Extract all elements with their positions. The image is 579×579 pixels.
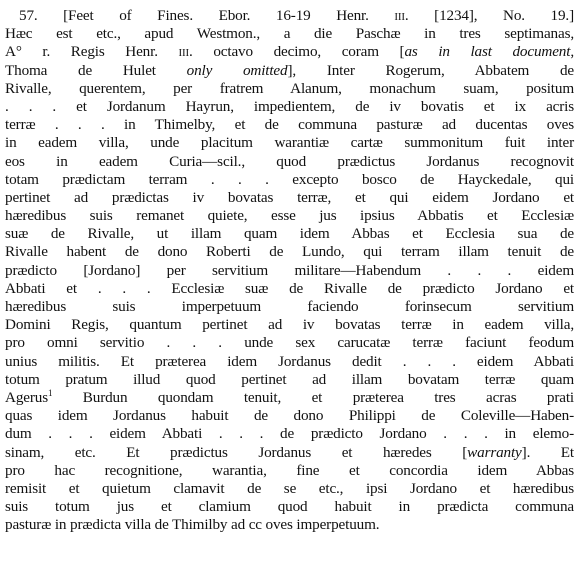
text-line bbox=[5, 280, 574, 298]
text-line bbox=[5, 207, 574, 225]
text-segment: pro omni servitio . . . unde sex carucatæ terræ faciunt feodum bbox=[5, 334, 574, 352]
text-segment: . [1234], No. 19.] bbox=[404, 7, 574, 24]
text-line bbox=[5, 189, 574, 207]
text-segment: Thoma de Hulet bbox=[5, 61, 187, 79]
text-segment: Rivalle habent de dono Roberti de Lundo, qui terram illam tenuit de bbox=[5, 243, 574, 261]
text-line bbox=[5, 371, 574, 389]
text-segment: dum . . . eidem Abbati . . . de prædicto Jordano . . . in elemo- bbox=[5, 425, 574, 443]
text-segment: ]. Et bbox=[521, 443, 574, 461]
regnal-numeral: iii bbox=[178, 43, 190, 61]
document-heading-line bbox=[5, 7, 574, 25]
text-line bbox=[5, 116, 574, 134]
text-segment: A° r. Regis Henr. bbox=[5, 43, 179, 61]
text-segment: . octavo decimo, coram [ bbox=[189, 43, 405, 61]
editorial-note: as in last document bbox=[404, 43, 571, 61]
text-line bbox=[5, 498, 574, 516]
text-segment: Agerus bbox=[5, 388, 48, 406]
regnal-numeral: iii bbox=[394, 7, 405, 24]
text-line bbox=[5, 25, 574, 43]
text-segment: in eadem villa, unde placitum warantiæ cartæ summonitum fuit inter bbox=[5, 134, 574, 152]
text-segment: totam prædictam terram . . . excepto bosco de Hayckedale, qui bbox=[5, 170, 574, 188]
text-segment: . . . et Jordanum Hayrun, impedientem, de iv bovatis et ix acris bbox=[5, 97, 574, 115]
text-line bbox=[5, 98, 574, 116]
text-line bbox=[5, 80, 574, 98]
text-line bbox=[5, 444, 574, 462]
text-segment: Domini Regis, quantum pertinet ad iv bovatas terræ in eadem villa, bbox=[5, 316, 574, 334]
footnote-marker: 1 bbox=[47, 387, 53, 398]
text-line bbox=[5, 353, 574, 371]
text-line bbox=[5, 334, 574, 352]
text-segment: Burdun quondam tenuit, et præterea tres acras prati bbox=[52, 388, 574, 406]
text-line bbox=[5, 389, 574, 407]
text-segment: quas idem Jordanus habuit de dono Philippi de Coleville—Haben- bbox=[5, 407, 574, 425]
text-segment: ], Inter Rogerum, Abbatem de bbox=[287, 61, 575, 79]
text-segment: , bbox=[570, 43, 574, 61]
text-line bbox=[5, 480, 574, 498]
document-body bbox=[5, 7, 574, 534]
text-line bbox=[5, 262, 574, 280]
text-segment: unius militis. Et præterea idem Jordanus dedit . . . eidem Abbati bbox=[5, 352, 574, 370]
text-segment: Rivalle, querentem, per fratrem Alanum, monachum suam, positum bbox=[5, 79, 574, 97]
editorial-note: warranty bbox=[467, 443, 522, 461]
text-segment: Hæc est etc., apud Westmon., a die Paschæ in tres septimanas, bbox=[5, 25, 574, 43]
text-segment: 57. [Feet of Fines. Ebor. 16-19 Henr. bbox=[19, 7, 395, 24]
text-segment: remisit et quietum clamavit de se etc., ipsi Jordano et hæredibus bbox=[5, 479, 574, 497]
text-line bbox=[5, 425, 574, 443]
text-line bbox=[5, 153, 574, 171]
text-segment: suæ de Rivalle, ut illam quam idem Abbas et Ecclesia sua de bbox=[5, 225, 574, 243]
text-line bbox=[5, 43, 574, 61]
text-line bbox=[5, 316, 574, 334]
text-line bbox=[5, 298, 574, 316]
text-segment: suis totum jus et clamium quod habuit in prædicta communa bbox=[5, 498, 574, 516]
text-segment: pertinet ad prædictas iv bovatas terræ, et qui eidem Jordano et bbox=[5, 188, 574, 206]
text-segment: hæredibus suis imperpetuum faciendo forinsecum servitium bbox=[5, 298, 574, 315]
text-segment: pasturæ in prædicta villa de Thimilby ad cc oves imperpetuum. bbox=[5, 516, 380, 534]
text-line bbox=[5, 407, 574, 425]
text-segment: prædicto [Jordano] per servitium militare—Habendum . . . eidem bbox=[5, 261, 574, 279]
text-line bbox=[5, 171, 574, 189]
text-line bbox=[5, 243, 574, 261]
text-line bbox=[5, 134, 574, 152]
text-segment: hæredibus suis remanet quiete, esse jus ipsius Abbatis et Ecclesiæ bbox=[5, 207, 574, 225]
text-line bbox=[5, 516, 574, 534]
text-line bbox=[5, 62, 574, 80]
text-segment: eos in eadem Curia—scil., quod prædictus Jordanus recognovit bbox=[5, 152, 574, 170]
text-line bbox=[5, 225, 574, 243]
text-segment: sinam, etc. Et prædictus Jordanus et hæredes [ bbox=[5, 443, 468, 461]
text-line bbox=[5, 462, 574, 480]
text-segment: Abbati et . . . Ecclesiæ suæ de Rivalle de prædicto Jordano et bbox=[5, 279, 574, 297]
editorial-note: only omitted bbox=[186, 61, 288, 79]
text-segment: terræ . . . in Thimelby, et de communa pasturæ ad ducentas oves bbox=[5, 116, 574, 134]
text-segment: pro hac recognitione, warantia, fine et concordia idem Abbas bbox=[5, 461, 574, 479]
text-segment: totum pratum illud quod pertinet ad illam bovatam terræ quam bbox=[5, 370, 574, 388]
